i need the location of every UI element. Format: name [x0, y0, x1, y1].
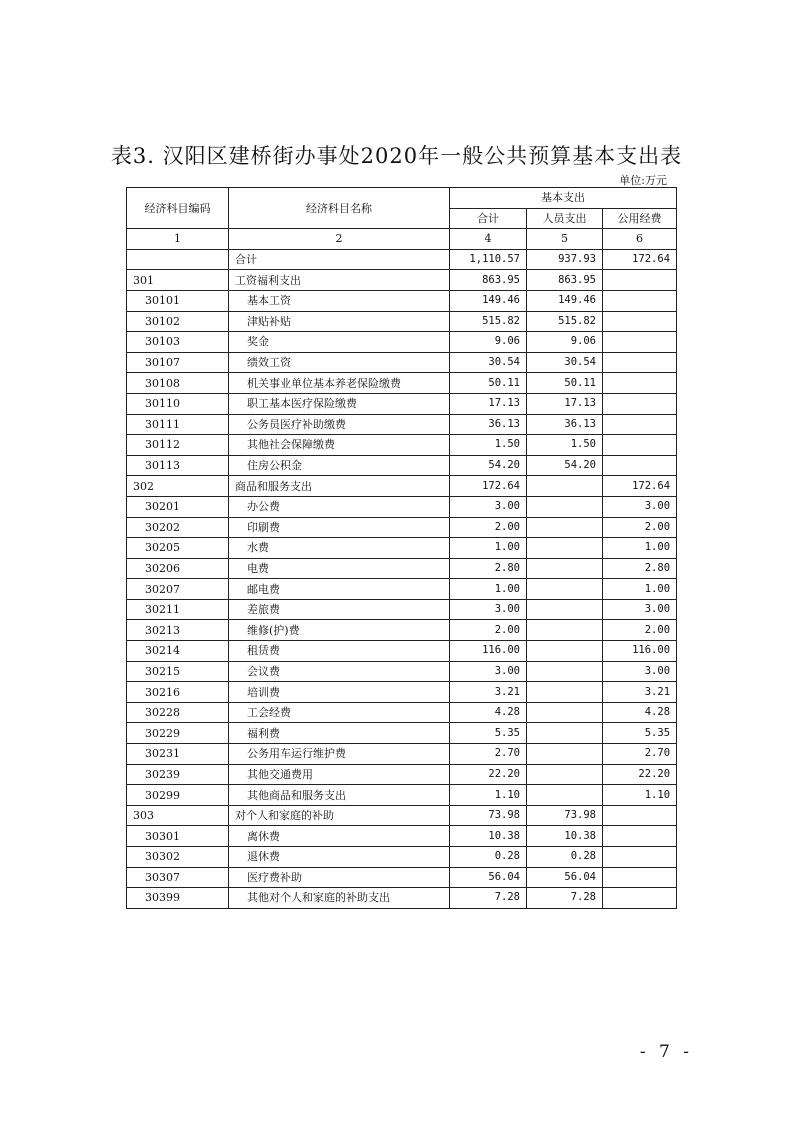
table-row — [127, 270, 677, 291]
index-cell: 4 — [450, 229, 527, 250]
public-cell — [603, 847, 677, 868]
code-cell: 30239 — [127, 764, 229, 785]
total-cell: 22.20 — [450, 764, 527, 785]
personnel-cell — [527, 579, 603, 600]
personnel-cell — [527, 785, 603, 806]
personnel-cell — [527, 599, 603, 620]
name-cell: 办公费 — [229, 496, 450, 517]
total-cell: 30.54 — [450, 352, 527, 373]
public-cell — [603, 373, 677, 394]
table-row — [127, 517, 677, 538]
public-cell: 4.28 — [603, 702, 677, 723]
name-cell: 其他交通费用 — [229, 764, 450, 785]
total-cell: 50.11 — [450, 373, 527, 394]
code-cell: 30229 — [127, 723, 229, 744]
total-cell: 1.10 — [450, 785, 527, 806]
code-cell: 30211 — [127, 599, 229, 620]
public-cell: 2.80 — [603, 558, 677, 579]
total-cell: 56.04 — [450, 867, 527, 888]
public-cell — [603, 352, 677, 373]
personnel-cell — [527, 682, 603, 703]
name-cell: 基本工资 — [229, 290, 450, 311]
code-cell: 30101 — [127, 290, 229, 311]
name-cell: 商品和服务支出 — [229, 476, 450, 497]
code-cell: 30214 — [127, 641, 229, 662]
name-cell: 会议费 — [229, 661, 450, 682]
table-row — [127, 661, 677, 682]
code-cell: 30213 — [127, 620, 229, 641]
total-cell: 3.00 — [450, 599, 527, 620]
table-row — [127, 682, 677, 703]
table-row — [127, 414, 677, 435]
table-row — [127, 599, 677, 620]
personnel-cell — [527, 744, 603, 765]
personnel-cell — [527, 723, 603, 744]
name-cell: 其他社会保障缴费 — [229, 435, 450, 456]
total-cell: 116.00 — [450, 641, 527, 662]
public-cell — [603, 393, 677, 414]
code-cell — [127, 249, 229, 270]
code-cell: 30215 — [127, 661, 229, 682]
name-cell: 差旅费 — [229, 599, 450, 620]
public-cell — [603, 435, 677, 456]
name-cell: 维修(护)费 — [229, 620, 450, 641]
name-cell: 工资福利支出 — [229, 270, 450, 291]
public-cell: 2.00 — [603, 620, 677, 641]
personnel-cell — [527, 517, 603, 538]
personnel-cell: 9.06 — [527, 332, 603, 353]
personnel-cell — [527, 661, 603, 682]
public-cell: 2.70 — [603, 744, 677, 765]
personnel-cell: 1.50 — [527, 435, 603, 456]
code-cell: 30216 — [127, 682, 229, 703]
name-cell: 工会经费 — [229, 702, 450, 723]
header-total: 合计 — [450, 208, 527, 229]
name-cell: 住房公积金 — [229, 455, 450, 476]
total-cell: 515.82 — [450, 311, 527, 332]
total-cell: 172.64 — [450, 476, 527, 497]
total-cell: 17.13 — [450, 393, 527, 414]
table-row — [127, 805, 677, 826]
public-cell — [603, 414, 677, 435]
table-row — [127, 455, 677, 476]
public-cell: 2.00 — [603, 517, 677, 538]
personnel-cell — [527, 620, 603, 641]
code-cell: 30399 — [127, 888, 229, 909]
table-row — [127, 393, 677, 414]
public-cell: 116.00 — [603, 641, 677, 662]
total-cell: 2.80 — [450, 558, 527, 579]
public-cell — [603, 888, 677, 909]
name-cell: 公务用车运行维护费 — [229, 744, 450, 765]
header-personnel: 人员支出 — [527, 208, 603, 229]
name-cell: 邮电费 — [229, 579, 450, 600]
total-cell: 4.28 — [450, 702, 527, 723]
code-cell: 302 — [127, 476, 229, 497]
public-cell: 22.20 — [603, 764, 677, 785]
index-cell: 5 — [527, 229, 603, 250]
name-cell: 福利费 — [229, 723, 450, 744]
total-cell: 1.00 — [450, 579, 527, 600]
index-row — [127, 229, 677, 250]
code-cell: 30113 — [127, 455, 229, 476]
code-cell: 30107 — [127, 352, 229, 373]
personnel-cell — [527, 702, 603, 723]
table-row — [127, 311, 677, 332]
personnel-cell — [527, 558, 603, 579]
public-cell — [603, 867, 677, 888]
name-cell: 水费 — [229, 538, 450, 559]
code-cell: 30302 — [127, 847, 229, 868]
personnel-cell — [527, 641, 603, 662]
table-row — [127, 579, 677, 600]
table-row — [127, 352, 677, 373]
total-cell: 863.95 — [450, 270, 527, 291]
public-cell — [603, 332, 677, 353]
table-row — [127, 764, 677, 785]
table-row — [127, 290, 677, 311]
total-cell: 7.28 — [450, 888, 527, 909]
table-row — [127, 702, 677, 723]
public-cell — [603, 455, 677, 476]
public-cell — [603, 290, 677, 311]
public-cell: 1.00 — [603, 579, 677, 600]
total-cell: 36.13 — [450, 414, 527, 435]
total-cell: 9.06 — [450, 332, 527, 353]
table-row — [127, 888, 677, 909]
budget-table — [126, 187, 677, 909]
table-row — [127, 538, 677, 559]
public-cell: 1.10 — [603, 785, 677, 806]
public-cell — [603, 270, 677, 291]
personnel-cell: 0.28 — [527, 847, 603, 868]
total-cell: 5.35 — [450, 723, 527, 744]
header-code: 经济科目编码 — [127, 188, 229, 229]
public-cell: 172.64 — [603, 476, 677, 497]
name-cell: 机关事业单位基本养老保险缴费 — [229, 373, 450, 394]
public-cell: 1.00 — [603, 538, 677, 559]
public-cell: 172.64 — [603, 249, 677, 270]
code-cell: 30201 — [127, 496, 229, 517]
table-row — [127, 496, 677, 517]
personnel-cell: 50.11 — [527, 373, 603, 394]
index-cell: 6 — [603, 229, 677, 250]
table-row — [127, 723, 677, 744]
table-row — [127, 867, 677, 888]
code-cell: 30112 — [127, 435, 229, 456]
total-cell: 3.21 — [450, 682, 527, 703]
total-cell: 0.28 — [450, 847, 527, 868]
table-row — [127, 744, 677, 765]
personnel-cell — [527, 764, 603, 785]
personnel-cell: 7.28 — [527, 888, 603, 909]
total-cell: 1.50 — [450, 435, 527, 456]
index-cell: 2 — [229, 229, 450, 250]
table-title: 表3. 汉阳区建桥街办事处2020年一般公共预算基本支出表 — [110, 144, 683, 168]
table-row — [127, 620, 677, 641]
header-name: 经济科目名称 — [229, 188, 450, 229]
public-cell: 3.21 — [603, 682, 677, 703]
public-cell: 5.35 — [603, 723, 677, 744]
page-number: - 7 - — [639, 1042, 693, 1062]
name-cell: 其他对个人和家庭的补助支出 — [229, 888, 450, 909]
personnel-cell: 36.13 — [527, 414, 603, 435]
public-cell — [603, 805, 677, 826]
name-cell: 对个人和家庭的补助 — [229, 805, 450, 826]
table-row — [127, 558, 677, 579]
table-row — [127, 826, 677, 847]
name-cell: 津贴补贴 — [229, 311, 450, 332]
table-row — [127, 641, 677, 662]
public-cell: 3.00 — [603, 599, 677, 620]
table-row — [127, 435, 677, 456]
code-cell: 30111 — [127, 414, 229, 435]
name-cell: 印刷费 — [229, 517, 450, 538]
personnel-cell: 149.46 — [527, 290, 603, 311]
total-cell: 3.00 — [450, 661, 527, 682]
name-cell: 医疗费补助 — [229, 867, 450, 888]
code-cell: 30110 — [127, 393, 229, 414]
total-cell: 54.20 — [450, 455, 527, 476]
header-basic: 基本支出 — [450, 188, 677, 209]
personnel-cell — [527, 476, 603, 497]
name-cell: 退休费 — [229, 847, 450, 868]
total-cell: 2.70 — [450, 744, 527, 765]
personnel-cell: 54.20 — [527, 455, 603, 476]
personnel-cell — [527, 496, 603, 517]
name-cell: 租赁费 — [229, 641, 450, 662]
personnel-cell: 515.82 — [527, 311, 603, 332]
code-cell: 30202 — [127, 517, 229, 538]
public-cell: 3.00 — [603, 661, 677, 682]
code-cell: 30103 — [127, 332, 229, 353]
name-cell: 离休费 — [229, 826, 450, 847]
name-cell: 公务员医疗补助缴费 — [229, 414, 450, 435]
table-row — [127, 785, 677, 806]
header-public: 公用经费 — [603, 208, 677, 229]
public-cell: 3.00 — [603, 496, 677, 517]
name-cell: 其他商品和服务支出 — [229, 785, 450, 806]
total-cell: 2.00 — [450, 620, 527, 641]
name-cell: 培训费 — [229, 682, 450, 703]
public-cell — [603, 826, 677, 847]
total-cell: 1,110.57 — [450, 249, 527, 270]
total-cell: 73.98 — [450, 805, 527, 826]
code-cell: 30108 — [127, 373, 229, 394]
personnel-cell: 17.13 — [527, 393, 603, 414]
table-row — [127, 332, 677, 353]
table-row — [127, 373, 677, 394]
total-cell: 2.00 — [450, 517, 527, 538]
code-cell: 30231 — [127, 744, 229, 765]
code-cell: 30228 — [127, 702, 229, 723]
code-cell: 30102 — [127, 311, 229, 332]
personnel-cell: 863.95 — [527, 270, 603, 291]
name-cell: 合计 — [229, 249, 450, 270]
code-cell: 30207 — [127, 579, 229, 600]
code-cell: 30205 — [127, 538, 229, 559]
table-row — [127, 249, 677, 270]
code-cell: 303 — [127, 805, 229, 826]
code-cell: 30206 — [127, 558, 229, 579]
personnel-cell: 10.38 — [527, 826, 603, 847]
code-cell: 30299 — [127, 785, 229, 806]
name-cell: 电费 — [229, 558, 450, 579]
personnel-cell: 73.98 — [527, 805, 603, 826]
personnel-cell: 56.04 — [527, 867, 603, 888]
code-cell: 30307 — [127, 867, 229, 888]
name-cell: 绩效工资 — [229, 352, 450, 373]
table-body — [127, 249, 677, 908]
index-cell: 1 — [127, 229, 229, 250]
total-cell: 1.00 — [450, 538, 527, 559]
personnel-cell: 30.54 — [527, 352, 603, 373]
code-cell: 301 — [127, 270, 229, 291]
unit-label: 单位:万元 — [619, 174, 667, 187]
name-cell: 奖金 — [229, 332, 450, 353]
personnel-cell: 937.93 — [527, 249, 603, 270]
public-cell — [603, 311, 677, 332]
table-row — [127, 476, 677, 497]
table-row — [127, 847, 677, 868]
total-cell: 149.46 — [450, 290, 527, 311]
total-cell: 10.38 — [450, 826, 527, 847]
personnel-cell — [527, 538, 603, 559]
total-cell: 3.00 — [450, 496, 527, 517]
name-cell: 职工基本医疗保险缴费 — [229, 393, 450, 414]
code-cell: 30301 — [127, 826, 229, 847]
